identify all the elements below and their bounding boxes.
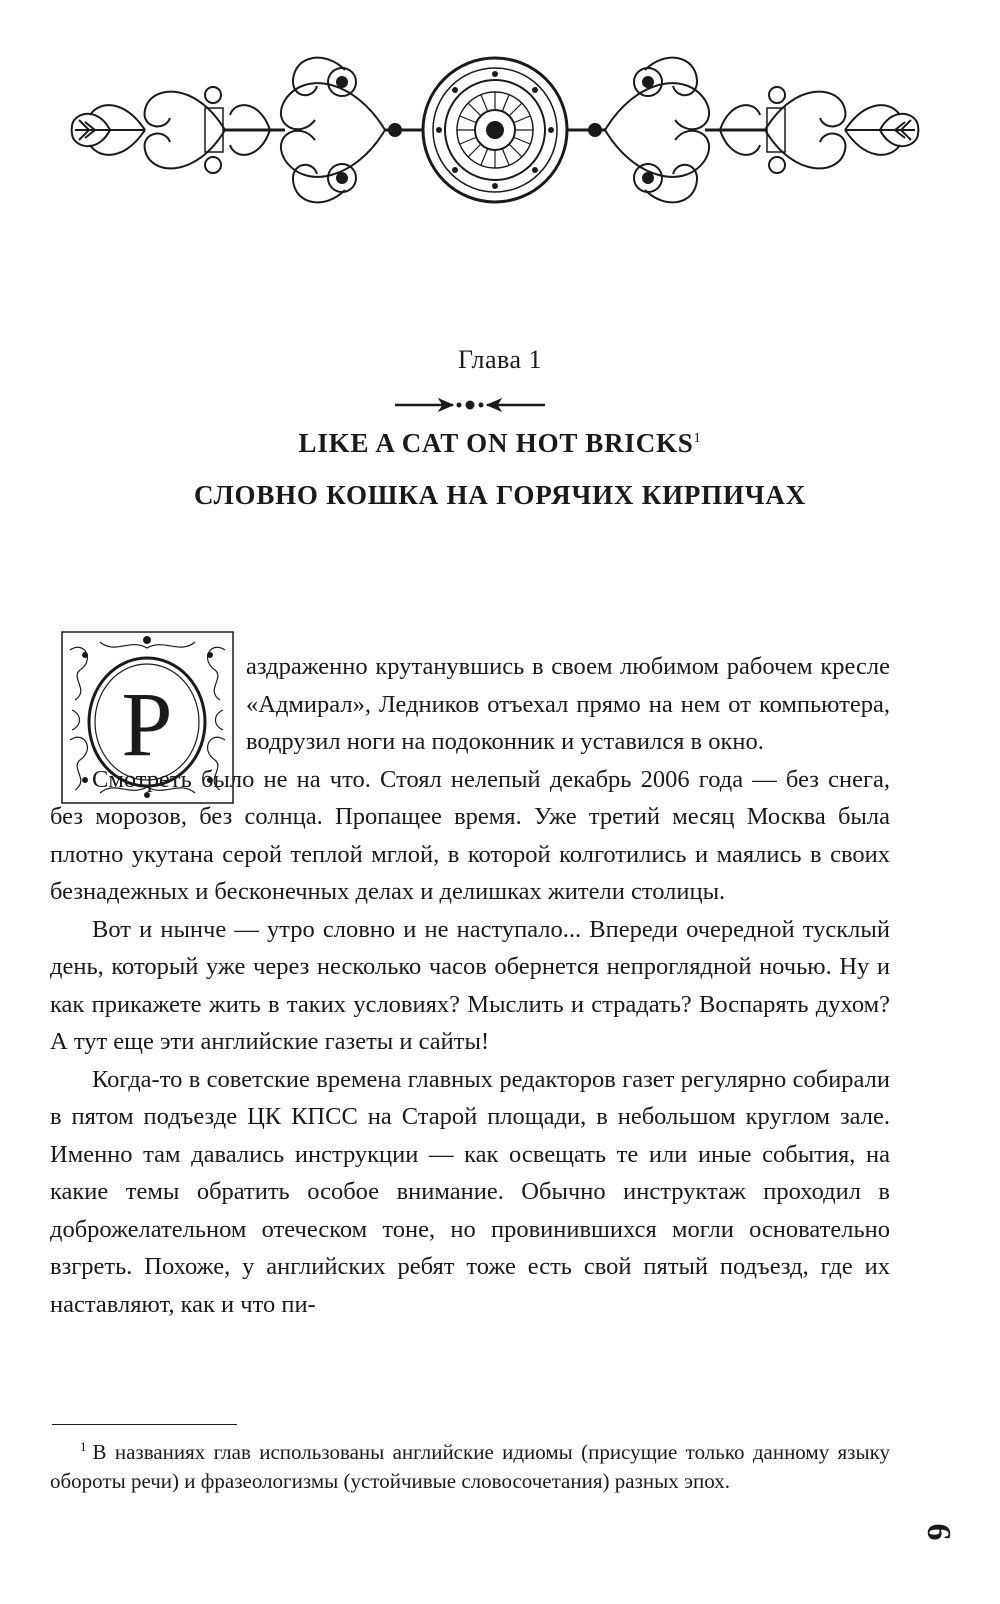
paragraph: Когда-то в советские времена главных редакторов газет регулярно собирали в пятом подъезде ЦК КПСС на Старой площади, в небольшом круглом зале. Именно там давались инструкции — как освещать те или иные события, на какие темы обратить особое внимание. Обычно инструктаж проходил в доброжелательном отеческом тоне, но провинившихся могли основательно взгреть. Похоже, у английских ребят тоже есть свой пятый подъезд, где их наставляют, как и что пи-	[50, 1065, 890, 1318]
footnote-rule	[52, 1424, 237, 1425]
page-number: 6	[920, 1523, 957, 1541]
chapter-label: Глава 1	[457, 345, 543, 374]
chapter-title-russian: СЛОВНО КОШКА НА ГОРЯЧИХ КИРПИЧАХ	[193, 480, 807, 510]
footnote-reference: 1	[693, 431, 702, 446]
arrow-divider-icon	[395, 395, 545, 415]
paragraph: аздраженно крутанувшись в своем любимом рабочем кресле «Адмирал», Ледников отъехал прямо на нем от компьютера, водрузил ноги на подоконник и уставился в окно.	[246, 653, 890, 755]
header-ornament-icon	[55, 40, 935, 220]
footnote	[50, 1432, 890, 1496]
paragraph: Смотреть было не на что. Стоял нелепый декабрь 2006 года — без снега, без морозов, без солнца. Пропащее время. Уже третий месяц Москва была плотно укутана серой теплой мглой, в которой колготились и маялись в своих безнадежных и бесконечных делах и делишках жители столицы.	[50, 765, 890, 905]
paragraph: Вот и нынче — утро словно и не наступало... Впереди очередной тусклый день, который уже через несколько часов обернется непроглядной ночью. Ну и как прикажете жить в таких условиях? Мыслить и страдать? Воспарять духом? А тут еще эти английские газеты и сайты!	[50, 915, 890, 1055]
chapter-title-english-text: LIKE A CAT ON HOT BRICKS	[298, 428, 694, 458]
chapter-title-english	[0, 428, 1000, 459]
body-text	[50, 648, 890, 1323]
footnote-mark: 1	[80, 1439, 87, 1454]
dropcap-letter: Р	[121, 673, 173, 775]
footnote-text: В названиях глав использованы английские идиомы (присущие только данному языку обороты речи) и фразеологизмы (устойчивые словосочетания) разных эпох.	[50, 1440, 890, 1493]
